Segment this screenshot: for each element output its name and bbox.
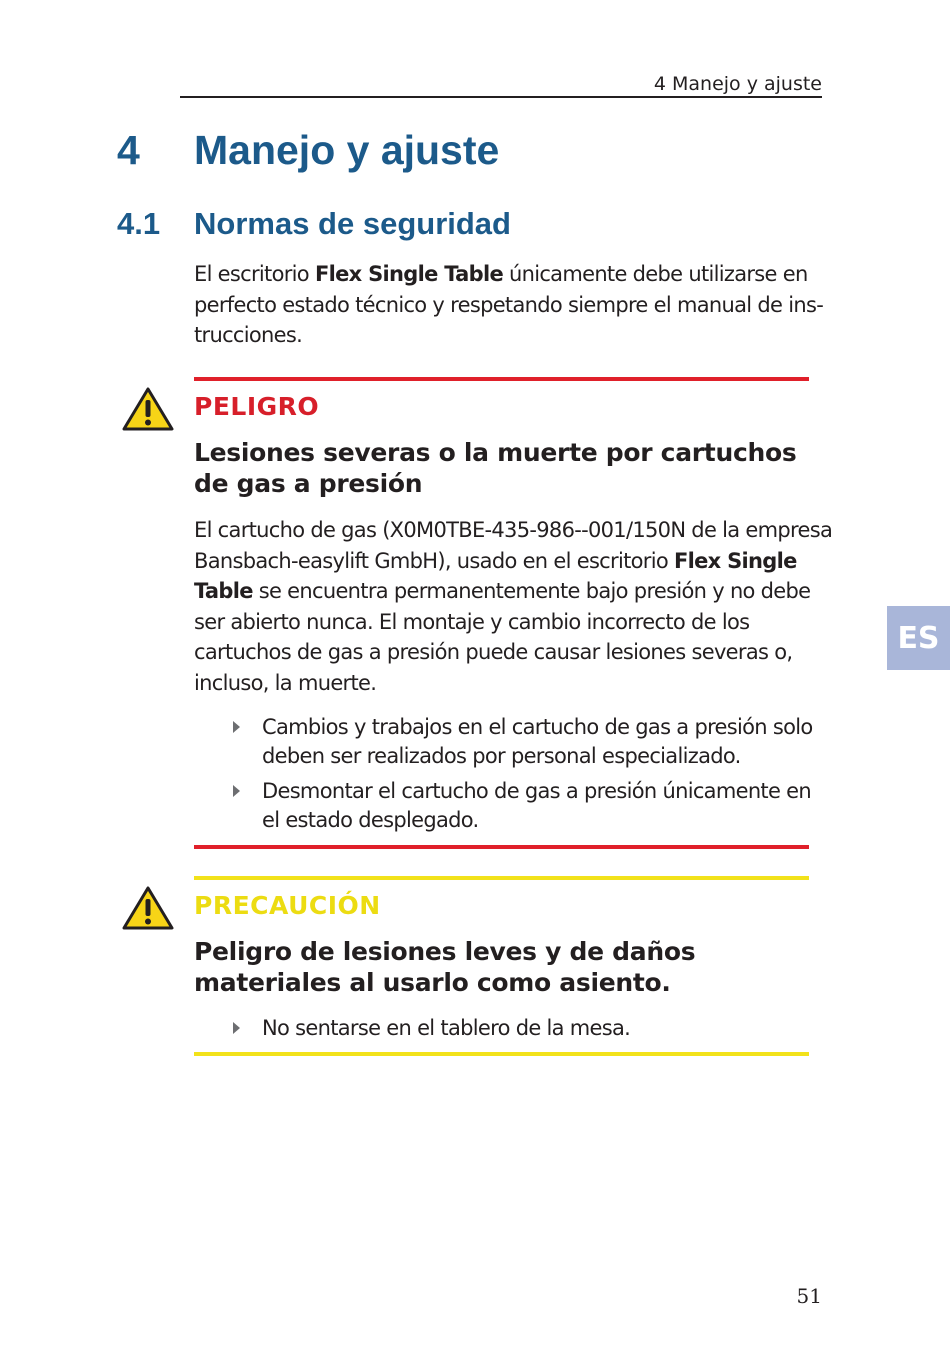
danger-bottom-rule xyxy=(194,845,809,849)
language-tab[interactable]: ES xyxy=(887,606,950,670)
triangle-bullet-icon xyxy=(232,720,242,734)
chapter-number: 4 xyxy=(117,127,140,173)
running-header: 4 Manejo y ajuste xyxy=(653,73,822,95)
caution-signal-word: PRECAUCIÓN xyxy=(194,891,381,920)
list-item xyxy=(232,777,822,835)
header-rule xyxy=(180,96,822,98)
warning-triangle-icon xyxy=(121,885,175,931)
intro-text-end: únicamente debe utilizarse en perfecto estado técnico y respetando siempre el manual de ins-trucciones. xyxy=(194,262,824,348)
caution-top-rule xyxy=(194,876,809,880)
danger-signal-word: PELIGRO xyxy=(194,392,320,421)
intro-paragraph xyxy=(194,259,834,351)
danger-body-end: se encuentra permanentemente bajo presión y no debe ser abierto nunca. El montaje y cambio incorrecto de los cartuchos de gas a presión puede causar lesiones severas o, incluso, la muerte. xyxy=(194,579,811,695)
section-number: 4.1 xyxy=(117,206,161,241)
warning-triangle-icon xyxy=(121,386,175,432)
danger-body-start: El cartucho de gas (X0M0TBE-435-986--001/150N de la empresa Bansbach-easylift GmbH), usado en el escritorio xyxy=(194,518,833,573)
triangle-bullet-icon xyxy=(232,1021,242,1035)
list-item xyxy=(232,713,822,771)
chapter-title: Manejo y ajuste xyxy=(194,127,500,173)
triangle-bullet-icon xyxy=(232,784,242,798)
caution-title: Peligro de lesiones leves y de daños materiales al usarlo como asiento. xyxy=(194,937,696,997)
danger-instruction-list xyxy=(232,713,822,841)
instruction-text: No sentarse en el tablero de la mesa. xyxy=(262,1016,631,1040)
danger-product-name: Flex Single Table xyxy=(194,548,797,604)
intro-product-name: Flex Single Table xyxy=(314,262,503,286)
caution-bottom-rule xyxy=(194,1052,809,1056)
danger-body xyxy=(194,515,834,699)
danger-top-rule xyxy=(194,377,809,381)
section-title: Normas de seguridad xyxy=(194,206,511,241)
instruction-text: Cambios y trabajos en el cartucho de gas a presión solo deben ser realizados por personal especializado. xyxy=(262,715,813,768)
intro-text-start: El escritorio xyxy=(194,262,315,286)
caution-instruction-list xyxy=(232,1014,822,1049)
instruction-text: Desmontar el cartucho de gas a presión únicamente en el estado desplegado. xyxy=(262,779,811,832)
danger-title: Lesiones severas o la muerte por cartuchos de gas a presión xyxy=(194,438,797,498)
list-item xyxy=(232,1014,822,1043)
page-number: 51 xyxy=(796,1284,822,1308)
